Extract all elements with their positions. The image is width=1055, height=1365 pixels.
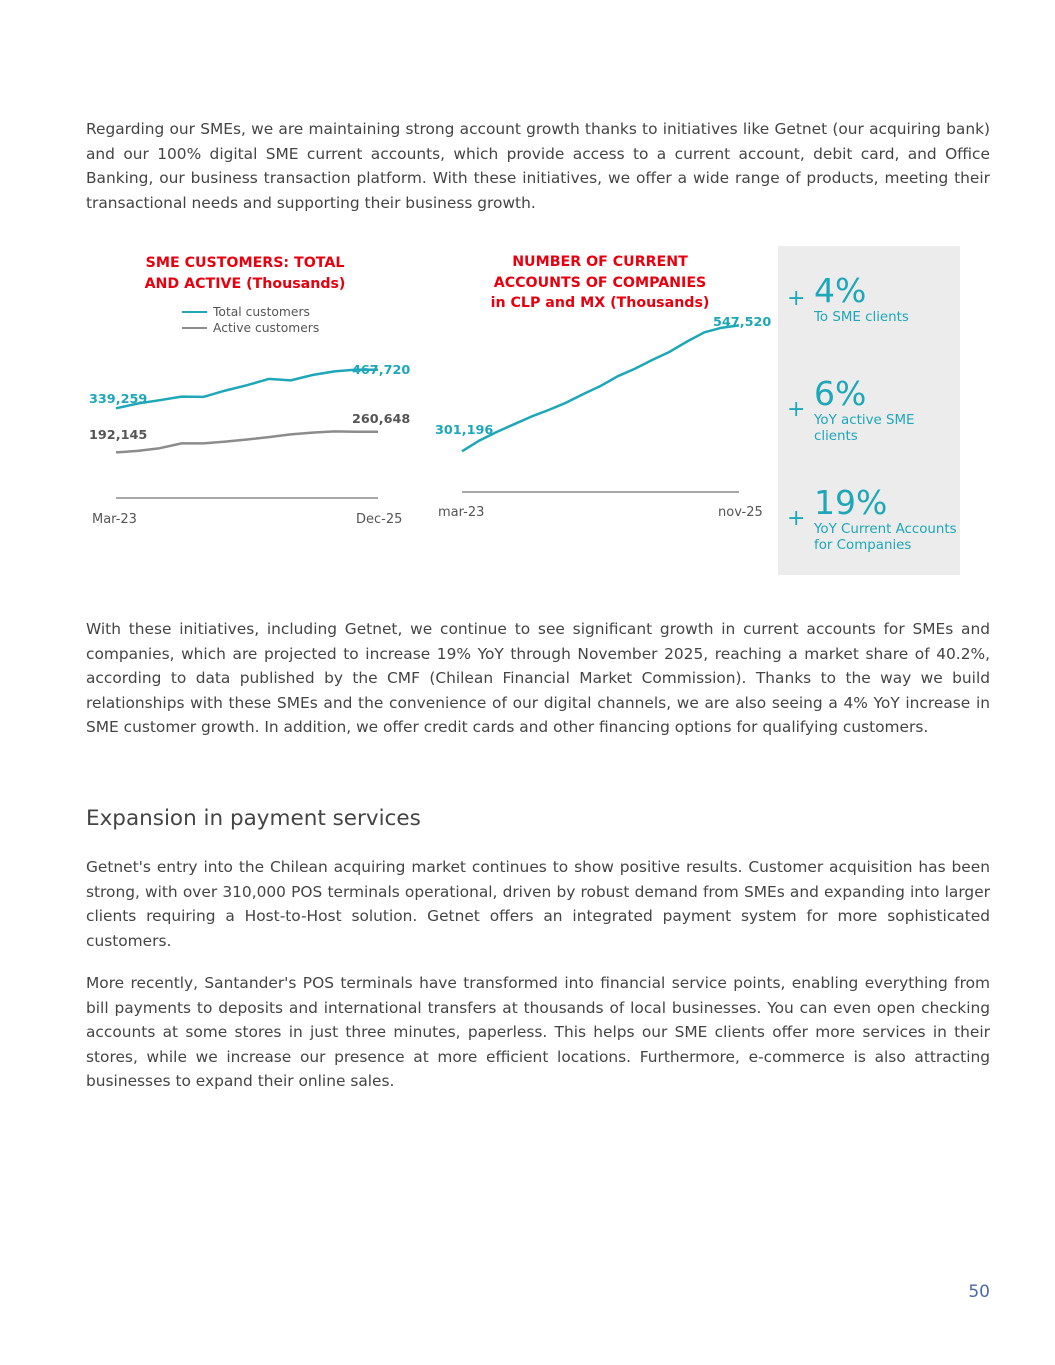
growth-paragraph: With these initiatives, including Getnet, we continue to see significant growth in current accounts for SMEs and companies, which are projected to increase 19% YoY through November 2025, reaching a market share of 40.2%, according to data published by the CMF (Chilean Financial Market Commission). Thanks to the way we build relationships with these SMEs and the convenience of our digital channels, we are also seeing a 4% YoY increase in SME customer growth. In addition, we offer credit cards and other financing options for qualifying customers. (86, 620, 990, 736)
legend-total-customers (182, 305, 310, 319)
section-heading: Expansion in payment services (86, 806, 421, 831)
chart1-title-line2: AND ACTIVE (Thousands) (144, 275, 346, 292)
kpi1-desc: To SME clients (814, 310, 909, 325)
intro-paragraph: Regarding our SMEs, we are maintaining strong account growth thanks to initiatives like Getnet (our acquiring bank) and our 100% digital SME current accounts, which provide access to a current account, debit card, and Office Banking, our business transaction platform. With these initiatives, we offer a wide range of products, meeting their transactional needs and supporting their business growth. (86, 120, 990, 212)
chart1-end-label-active: 260,648 (352, 412, 411, 427)
kpi3-value: 19% (814, 483, 888, 522)
chart1-start-label-active: 192,145 (89, 428, 148, 443)
chart2-title-line1: NUMBER OF CURRENT (512, 254, 688, 270)
chart1-plot (80, 350, 420, 530)
chart1-x-start-label: Mar-23 (92, 512, 137, 527)
legend-active-swatch (182, 327, 207, 330)
chart1-title-line1: SME CUSTOMERS: TOTAL (145, 255, 345, 271)
kpi-current-accounts-companies (778, 483, 960, 576)
kpi1-plus: + (787, 286, 806, 311)
kpi-sme-clients (778, 271, 960, 364)
kpi2-plus: + (787, 397, 806, 422)
kpi-panel (778, 246, 960, 575)
chart2-end-label: 547,520 (713, 315, 772, 330)
legend-active-label: Active customers (213, 321, 320, 335)
kpi3-plus: + (787, 506, 806, 531)
chart1-x-end-label: Dec-25 (356, 512, 403, 527)
kpi2-value: 6% (814, 374, 867, 413)
legend-active-customers (182, 321, 319, 335)
chart2-x-end-label: nov-25 (718, 505, 763, 520)
kpi3-desc: YoY Current Accounts for Companies (814, 522, 957, 553)
chart1-start-label-total: 339,259 (89, 392, 148, 407)
legend-total-label: Total customers (213, 305, 310, 319)
chart2-start-label: 301,196 (435, 423, 494, 438)
chart2-x-start-label: mar-23 (438, 505, 485, 520)
getnet-paragraph: Getnet's entry into the Chilean acquiring market continues to show positive results. Customer acquisition has been strong, with over 310,000 POS terminals operational, driven by robust demand from SMEs and expanding into larger clients requiring a Host-to-Host solution. Getnet offers an integrated payment system for more sophisticated customers. (86, 858, 990, 950)
legend-total-swatch (182, 311, 207, 314)
pos-paragraph: More recently, Santander's POS terminals have transformed into financial service points, enabling everything from bill payments to deposits and international transfers at thousands of local businesses. You can even open checking accounts at some stores in just three minutes, paperless. This helps our SME clients offer more services in their stores, while we increase our presence at more efficient locations. Furthermore, e-commerce is also attracting businesses to expand their online sales. (86, 974, 990, 1090)
chart2-plot (430, 305, 770, 530)
chart1-title (132, 253, 358, 294)
chart2-title-line3: in CLP and MX (Thousands) (490, 295, 710, 311)
chart1-end-label-total: 467,720 (352, 363, 411, 378)
page-number: 50 (968, 1282, 990, 1302)
chart2-title-line2: ACCOUNTS OF COMPANIES (493, 274, 707, 291)
kpi1-value: 4% (814, 271, 867, 310)
chart1-line-total-customers (116, 370, 378, 409)
chart2-line-current-accounts (462, 325, 739, 451)
kpi2-desc: YoY active SME clients (814, 413, 915, 444)
chart1-line-active-customers (116, 431, 378, 452)
kpi-active-sme-clients (778, 374, 960, 467)
